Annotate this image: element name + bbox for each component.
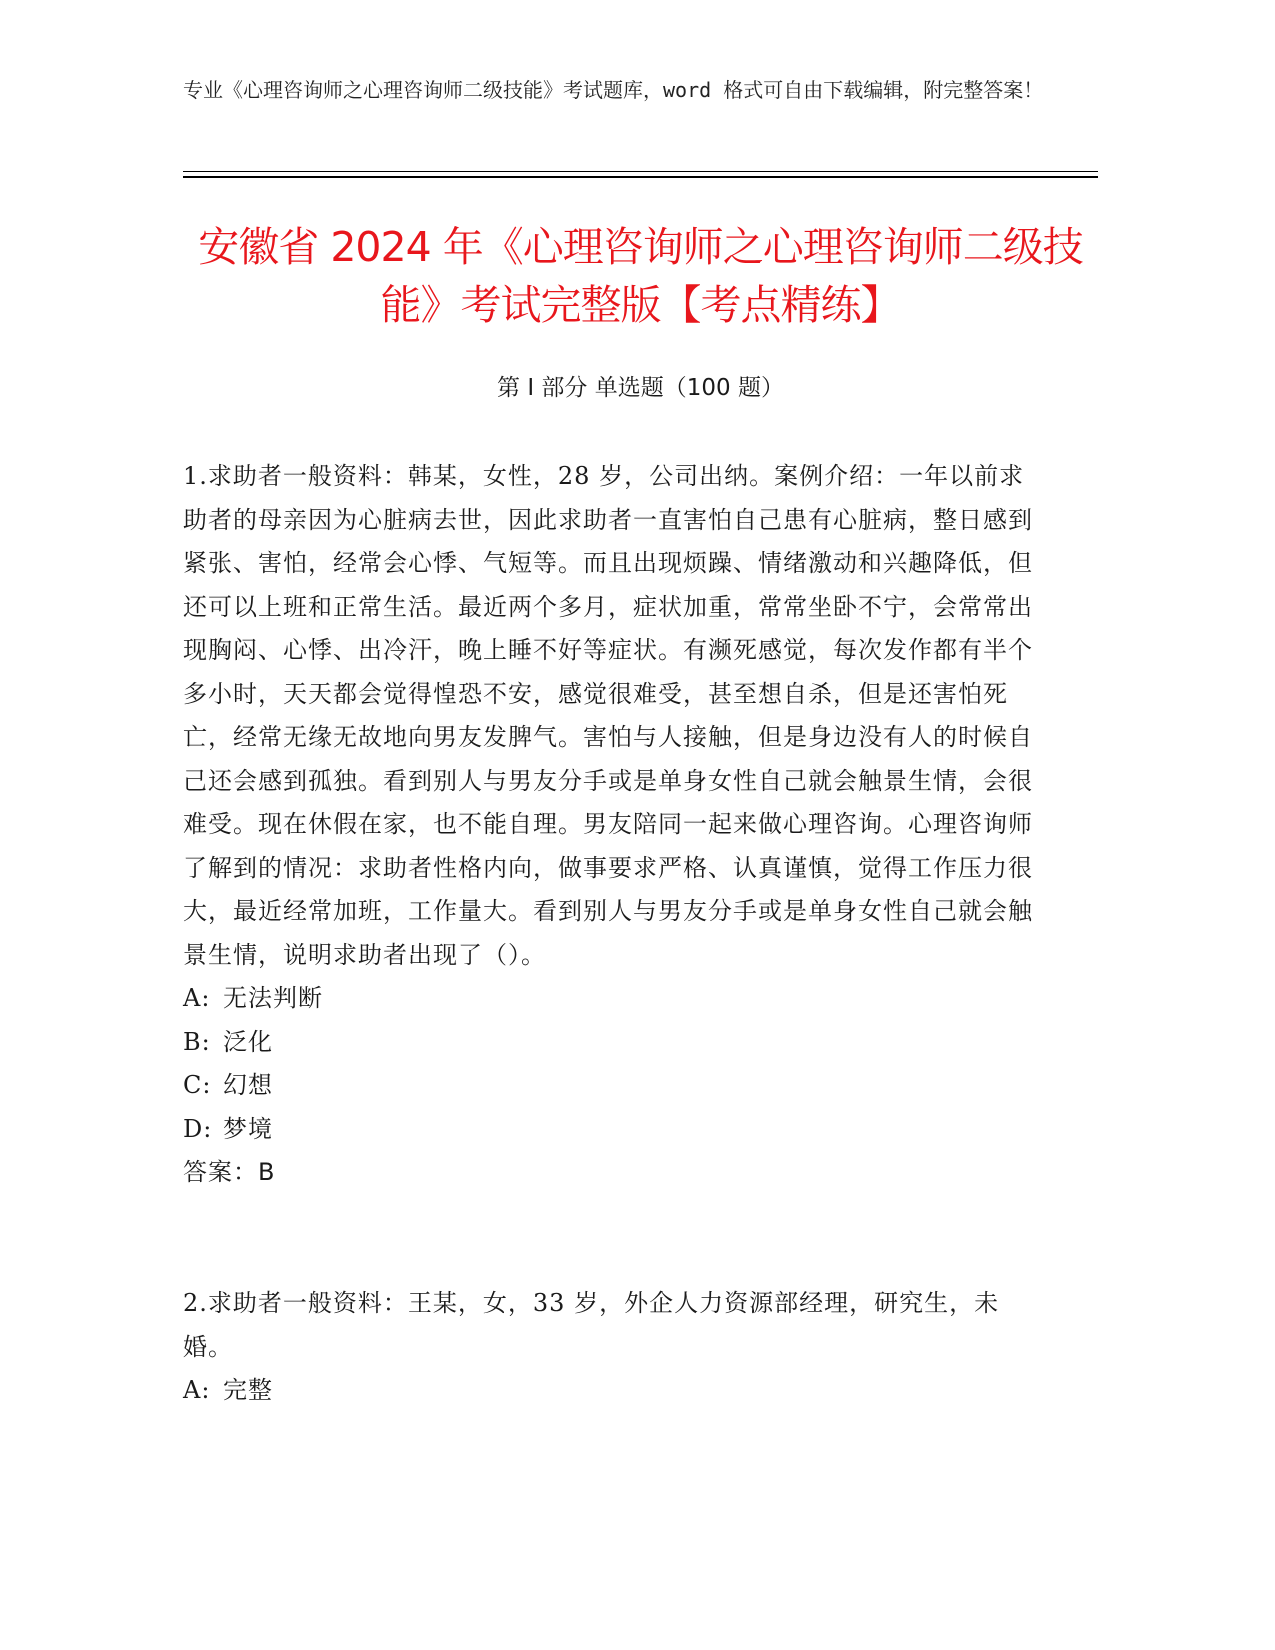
section-title: 第 I 部分 单选题（100 题） bbox=[497, 375, 784, 401]
option-letter: A: bbox=[183, 984, 211, 1012]
document-title: 安徽省 2024 年《心理咨询师之心理咨询师二级技能》考试完整版【考点精练】 bbox=[198, 223, 1083, 329]
option-d bbox=[183, 1108, 1048, 1152]
option-text: 泛化 bbox=[223, 1027, 273, 1056]
option-text: 无法判断 bbox=[223, 984, 323, 1012]
answer-line: 答案：B bbox=[183, 1158, 276, 1186]
option-text: 幻想 bbox=[223, 1071, 273, 1099]
option-a bbox=[183, 977, 1048, 1021]
header-note: 专业《心理咨询师之心理咨询师二级技能》考试题库，word 格式可自由下载编辑，附完整答案！ bbox=[183, 78, 1044, 102]
option-b bbox=[183, 1021, 1048, 1065]
option-c bbox=[183, 1064, 1048, 1108]
option-letter: D: bbox=[183, 1114, 213, 1143]
question-1 bbox=[183, 455, 1048, 1195]
option-text: 梦境 bbox=[223, 1114, 273, 1143]
option-a bbox=[183, 1369, 1048, 1413]
option-text: 完整 bbox=[223, 1376, 273, 1404]
question-stem: 1.求助者一般资料：韩某，女性，28 岁，公司出纳。案例介绍：一年以前求助者的母亲因为心脏病去世，因此求助者一直害怕自己患有心脏病，整日感到紧张、害怕，经常会心悸、气短等。而且出现烦躁、情绪激动和兴趣降低，但还可以上班和正常生活。最近两个多月，症状加重，常常坐卧不宁，会常常出现胸闷、心悸、出冷汗，晚上睡不好等症状。有濒死感觉，每次发作都有半个多小时，天天都会觉得惶恐不安，感觉很难受，甚至想自杀，但是还害怕死亡，经常无缘无故地向男友发脾气。害怕与人接触，但是身边没有人的时候自己还会感到孤独。看到别人与男友分手或是单身女性自己就会触景生情，会很难受。现在休假在家，也不能自理。男友陪同一起来做心理咨询。心理咨询师了解到的情况：求助者性格内向，做事要求严格、认真谨慎，觉得工作压力很大，最近经常加班，工作量大。看到别人与男友分手或是单身女性自己就会触景生情，说明求助者出现了（）。 bbox=[183, 462, 1033, 969]
question-2 bbox=[183, 1282, 1048, 1413]
header-rule-bottom bbox=[183, 176, 1098, 178]
option-letter: A: bbox=[183, 1376, 211, 1404]
question-stem: 2.求助者一般资料：王某，女，33 岁，外企人力资源部经理，研究生，未婚。 bbox=[183, 1289, 1000, 1361]
option-letter: C: bbox=[183, 1071, 212, 1099]
header-rule-top bbox=[183, 171, 1098, 172]
option-letter: B: bbox=[183, 1027, 211, 1056]
